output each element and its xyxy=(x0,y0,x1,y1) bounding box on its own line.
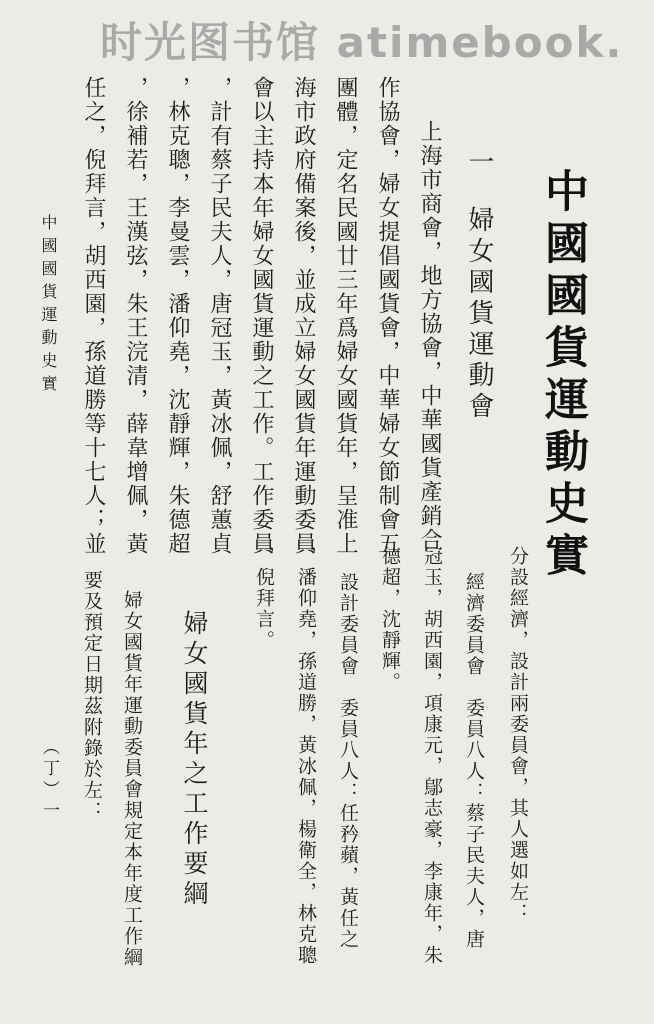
body-text-column: 會以主持本年婦女國貨運動之工作。工作委員 xyxy=(249,76,274,556)
page-number: （丁）一 xyxy=(39,738,59,822)
section-number: 一 xyxy=(464,148,494,179)
book-title: 中國國貨運動史實 xyxy=(537,168,588,584)
committee-economic-cont: 冠玉，胡西園，項康元，鄔志豪，李康年，朱 xyxy=(421,546,443,966)
body-text-column: ，林克聰，李曼雲，潘仰堯，沈靜輝，朱德超 xyxy=(165,76,190,556)
body-text-column: 作協會，婦女提倡國貨會，中華婦女節制會五 xyxy=(375,76,400,556)
outline-text-column: 要及預定日期茲附錄於左： xyxy=(81,570,103,822)
committee-intro: 分設經濟，設計兩委員會，其人選如左： xyxy=(507,546,529,924)
body-text-column: ，計有蔡子民夫人，唐冠玉，黃冰佩，舒蕙貞 xyxy=(207,76,232,556)
committee-design-cont: ，潘仰堯，孫道勝，黃冰佩，楊衛全，林克聰 xyxy=(295,546,317,966)
body-text-column: 海市政府備案後，並成立婦女國貨年運動委員 xyxy=(291,76,316,556)
committee-economic-cont: 德超，沈靜輝。 xyxy=(379,546,401,693)
outline-text-column: 婦女國貨年運動委員會規定本年度工作綱 xyxy=(121,590,143,968)
committee-design: 設計委員會 委員八人：任矜蘋，黃任之 xyxy=(337,572,359,950)
committee-design-cont: ，倪拜言。 xyxy=(253,546,275,651)
outline-heading: 婦女國貨年之工作要綱 xyxy=(180,610,209,910)
watermark: 时光图书馆 atimebook. xyxy=(100,18,624,67)
body-text-column: ，徐補若，王漢弦，朱王浣清，薛韋增佩，黃 xyxy=(123,76,148,556)
section-title: 婦女國貨運動會 xyxy=(464,206,494,423)
body-text-column: 上海市商會，地方協會，中華國貨產銷合 xyxy=(417,120,442,552)
committee-economic: 經濟委員會 委員八人：蔡子民夫人，唐 xyxy=(463,572,485,950)
side-book-title: 中國國貨運動史實 xyxy=(39,214,58,398)
body-text-column: 團體，定名民國廿三年爲婦女國貨年，呈准上 xyxy=(333,76,358,556)
body-text-column: 任之，倪拜言，胡西園，孫道勝等十七人；並 xyxy=(81,76,106,556)
